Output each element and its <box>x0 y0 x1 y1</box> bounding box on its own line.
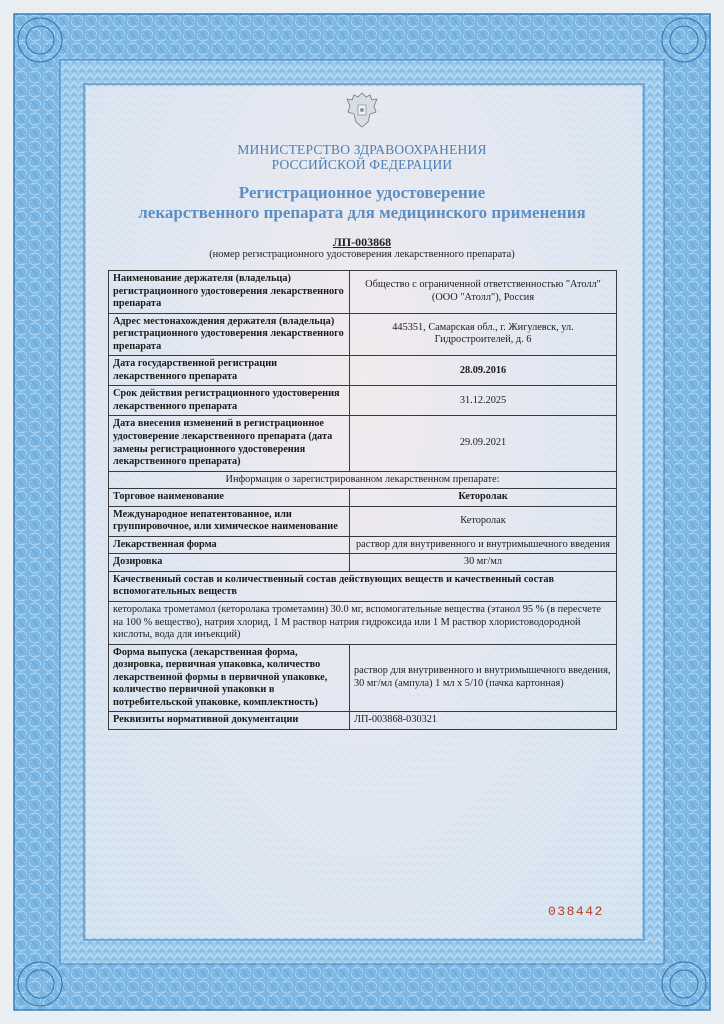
validity-label: Срок действия регистрационного удостоверения лекарственного препарата <box>109 386 350 416</box>
table-row <box>109 571 617 601</box>
table-row <box>109 536 617 554</box>
registration-date-label: Дата государственной регистрации лекарственного препарата <box>109 356 350 386</box>
holder-address-label: Адрес местонахождения держателя (владельца) регистрационного удостоверения лекарственного препарата <box>109 313 350 356</box>
table-row <box>109 416 617 471</box>
ministry-name-line1: МИНИСТЕРСТВО ЗДРАВООХРАНЕНИЯ <box>237 142 487 157</box>
registration-date-value: 28.09.2016 <box>350 356 617 386</box>
trade-name-value: Кеторолак <box>350 489 617 507</box>
table-row <box>109 271 617 314</box>
coat-of-arms-icon <box>344 90 380 130</box>
table-row <box>109 386 617 416</box>
table-row <box>109 506 617 536</box>
table-row <box>109 313 617 356</box>
inn-label: Международное непатентованное, или группировочное, или химическое наименование <box>109 506 350 536</box>
table-row <box>109 712 617 730</box>
dosage-form-value: раствор для внутривенного и внутримышечного введения <box>350 536 617 554</box>
trade-name-label: Торговое наименование <box>109 489 350 507</box>
registration-number-note: (номер регистрационного удостоверения лекарственного препарата) <box>209 249 515 260</box>
normative-doc-value: ЛП-003868-030321 <box>350 712 617 730</box>
holder-name-value: Общество с ограниченной ответственностью "Атолл" (ООО "Атолл"), Россия <box>350 271 617 314</box>
document-title-line1: Регистрационное удостоверение <box>238 183 486 202</box>
serial-number: 038442 <box>548 904 604 919</box>
table-row <box>109 602 617 645</box>
dosage-value: 30 мг/мл <box>350 554 617 572</box>
dosage-form-label: Лекарственная форма <box>109 536 350 554</box>
document-title-line2: лекарственного препарата для медицинского применения <box>138 203 586 222</box>
table-row <box>109 356 617 386</box>
drug-info-section-title: Информация о зарегистрированном лекарственном препарате: <box>109 471 617 489</box>
table-row <box>109 471 617 489</box>
table-row <box>109 489 617 507</box>
normative-doc-label: Реквизиты нормативной документации <box>109 712 350 730</box>
composition-value: кеторолака трометамол (кеторолака трометамин) 30.0 мг, вспомогательные вещества (этанол 95 % (в пересчете на 100 % вещество), натрия хлорид, 1 М раствор натрия гидроксида или 1 М раствор хлористоводородной кислоты, вода для инъекций) <box>109 602 617 645</box>
release-form-value: раствор для внутривенного и внутримышечного введения, 30 мг/мл (ампула) 1 мл x 5/10 (пачка картонная) <box>350 644 617 712</box>
release-form-label: Форма выпуска (лекарственная форма, дозировка, первичная упаковка, количество лекарственной формы в первичной упаковке, количество первичной упаковки в потребительской упаковке, комплектность) <box>109 644 350 712</box>
holder-name-label: Наименование держателя (владельца) регистрационного удостоверения лекарственного препарата <box>109 271 350 314</box>
holder-address-value: 445351, Самарская обл., г. Жигулевск, ул. Гидростроителей, д. 6 <box>350 313 617 356</box>
certificate-table <box>108 270 617 730</box>
inn-value: Кеторолак <box>350 506 617 536</box>
ministry-name-line2: РОССИЙСКОЙ ФЕДЕРАЦИИ <box>271 157 453 172</box>
table-row <box>109 644 617 712</box>
change-date-label: Дата внесения изменений в регистрационное удостоверение лекарственного препарата (дата замены регистрационного удостоверения лекарственного препарата) <box>109 416 350 471</box>
table-row <box>109 554 617 572</box>
change-date-value: 29.09.2021 <box>350 416 617 471</box>
dosage-label: Дозировка <box>109 554 350 572</box>
composition-label: Качественный состав и количественный состав действующих веществ и качественный состав вспомогательных веществ <box>109 571 617 601</box>
validity-value: 31.12.2025 <box>350 386 617 416</box>
registration-number: ЛП-003868 <box>332 235 392 249</box>
